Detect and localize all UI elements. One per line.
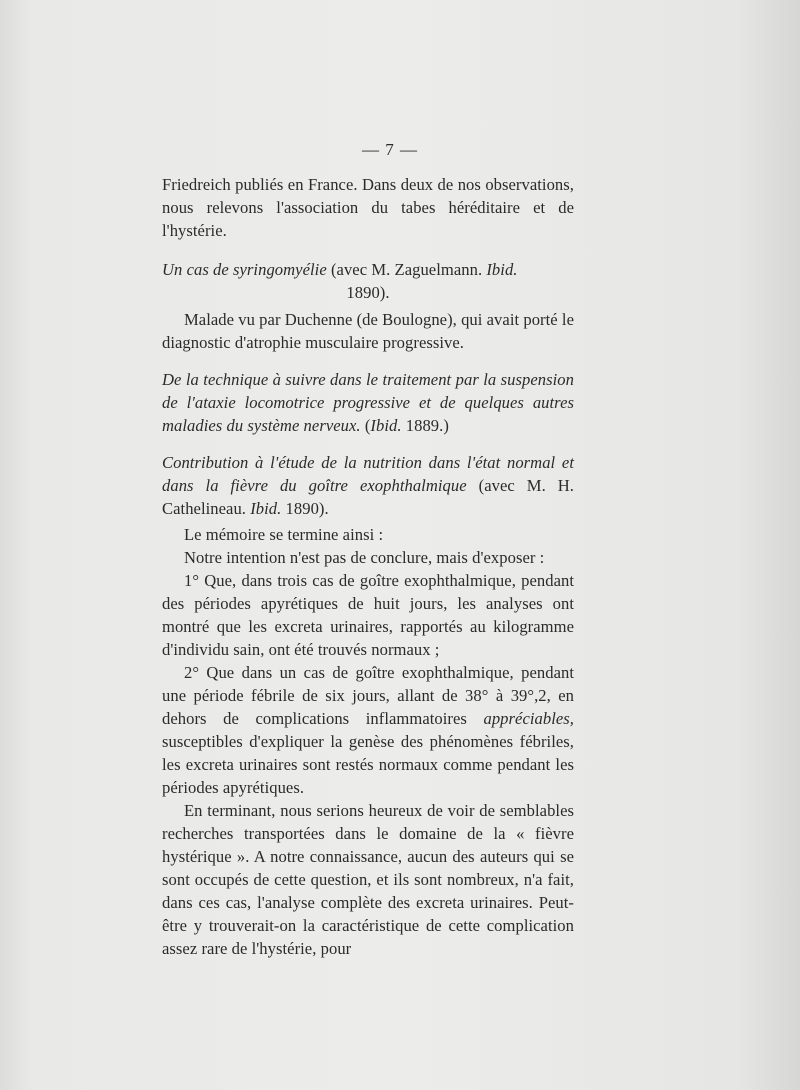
paragraph: 2° Que dans un cas de goître exophthalmique, pendant une période fébrile de six jours, allant de 38° à 39°,2, en dehors de complications inflammatoires appréciables, susceptibles d'expliquer la genèse des phénomènes fébriles, les excreta urinaires sont restés normaux comme pendant les périodes apyrétiques. (162, 663, 574, 797)
paragraph: 1° Que, dans trois cas de goître exophthalmique, pendant des périodes apyrétiques de huit jours, les analyses ont montré que les excreta urinaires, rapportés au kilogramme d'individu sain, ont été trouvés normaux ; (162, 571, 574, 659)
memoir-conclusion (162, 523, 574, 960)
reference-author: (avec M. Zaguelmann. (326, 260, 487, 279)
reference-year: 1890). (281, 499, 329, 518)
bibliography-entry-nutrition (162, 451, 574, 520)
opening-paragraph (162, 173, 574, 242)
page-number: — 7 — (362, 140, 418, 159)
reference-title: De la technique à suivre dans le traitement par la suspension de l'ataxie locomotrice progressive et de quelques autres maladies du système nerveux. (162, 370, 574, 435)
reference-line (162, 258, 574, 304)
reference-year: 1890). (346, 283, 390, 302)
duchenne-paragraph (162, 308, 574, 354)
paragraph: En terminant, nous serions heureux de voir de semblables recherches transportées dans le domaine de la « fièvre hystérique ». A notre connaissance, aucun des auteurs qui se sont occupés de cette question, et ils sont nombreux, n'a fait, dans ces cas, l'analyse complète des excreta urinaires. Peut-être y trouverait-on la caractéristique de cette complication assez rare de l'hystérie, pour (162, 801, 574, 958)
reference-ibid: Ibid. (486, 260, 518, 279)
reference-title: Contribution à l'étude de la nutrition dans l'état normal et dans la fièvre du goître exophthalmique (162, 453, 574, 495)
paragraph: Notre intention n'est pas de conclure, mais d'exposer : (184, 548, 545, 567)
reference-author: (avec M. H. Cathelineau. (162, 476, 574, 518)
reference-title: Un cas de syringomyélie (162, 260, 327, 279)
reference-line (162, 368, 574, 437)
reference-ibid: Ibid. (370, 416, 402, 435)
bibliography-entry-technique (162, 368, 574, 437)
paragraph: Malade vu par Duchenne (de Boulogne), qui avait porté le diagnostic d'atrophie musculaire progressive. (162, 310, 574, 352)
reference-year: 1889.) (401, 416, 449, 435)
emphasis: appréciables, (483, 709, 574, 728)
reference-ibid: Ibid. (250, 499, 282, 518)
reference-paren: ( (360, 416, 371, 435)
bibliography-entry-syringomyelie (162, 258, 574, 304)
reference-line (162, 451, 574, 520)
paragraph-continuation: Friedreich publiés en France. Dans deux de nos observations, nous relevons l'association du tabes héréditaire et de l'hystérie. (162, 175, 574, 240)
paragraph: Le mémoire se termine ainsi : (184, 525, 384, 544)
